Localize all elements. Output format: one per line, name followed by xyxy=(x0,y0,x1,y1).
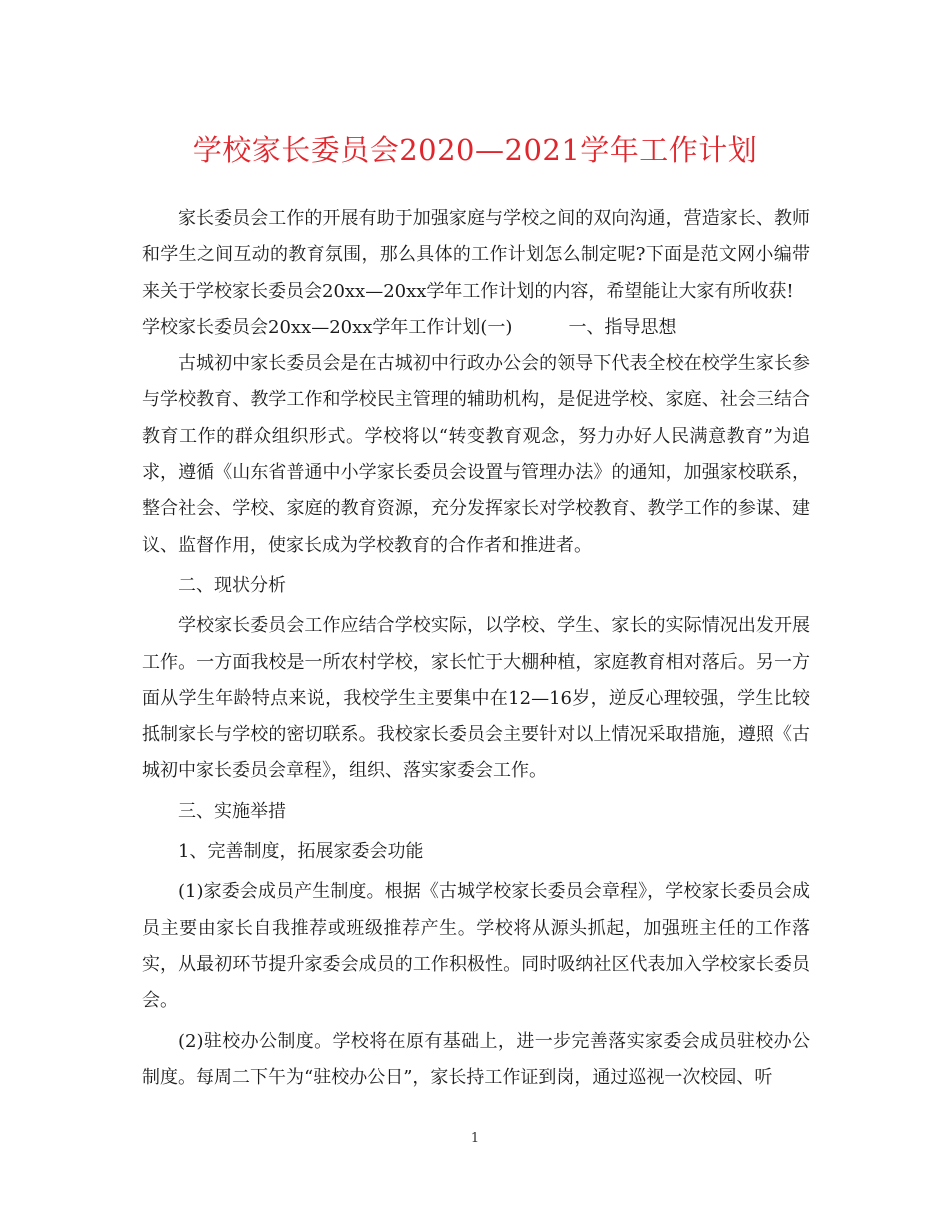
guiding-ideology-paragraph: 古城初中家长委员会是在古城初中行政办公会的领导下代表全校在校学生家长参与学校教育、教学工作和学校民主管理的辅助机构，是促进学校、家庭、社会三结合教育工作的群众组织形式。学校将以“转变教育观念，努力办好人民满意教育”为追求，遵循《山东省普通中小学家长委员会设置与管理办法》的通知，加强家校联系，整合社会、学校、家庭的教育资源，充分发挥家长对学校教育、教学工作的参谋、建议、监督作用，使家长成为学校教育的合作者和推进者。 xyxy=(142,353,810,556)
intro-paragraph: 家长委员会工作的开展有助于加强家庭与学校之间的双向沟通，营造家长、教师和学生之间互动的教育氛围，那么具体的工作计划怎么制定呢?下面是范文网小编带来关于学校家长委员会20xx—20xx学年工作计划的内容，希望能让大家有所收获! xyxy=(142,208,810,302)
plan-subheading xyxy=(142,310,810,346)
member-selection-paragraph: (1)家委会成员产生制度。根据《古城学校家长委员会章程》，学校家长委员会成员主要由家长自我推荐或班级推荐产生。学校将从源头抓起，加强班主任的工作落实，从最初环节提升家委会成员的工作积极性。同时吸纳社区代表加入学校家长委员会。 xyxy=(142,881,810,1012)
page-number: 1 xyxy=(470,1131,480,1146)
status-analysis-paragraph: 学校家长委员会工作应结合学校实际，以学校、学生、家长的实际情况出发开展工作。一方面我校是一所农村学校，家长忙于大棚种植，家庭教育相对落后。另一方面从学生年龄特点来说，我校学生主要集中在12—16岁，逆反心理较强，学生比较抵制家长与学校的密切联系。我校家长委员会主要针对以上情况采取措施，遵照《古城初中家长委员会章程》，组织、落实家委会工作。 xyxy=(142,615,810,782)
section-heading-measures: 三、实施举措 xyxy=(178,800,286,822)
document-title: 学校家长委员会2020—2021学年工作计划 xyxy=(192,133,758,167)
section-heading-status-analysis: 二、现状分析 xyxy=(178,574,286,596)
section-heading-guiding-ideology: 一、指导思想 xyxy=(568,316,677,338)
subsection-heading-system: 1、完善制度，拓展家委会功能 xyxy=(178,841,424,863)
plan-subheading-title: 学校家长委员会20xx—20xx学年工作计划(一) xyxy=(142,316,513,338)
on-site-office-paragraph: (2)驻校办公制度。学校将在原有基础上，进一步完善落实家委会成员驻校办公制度。每周二下午为“驻校办公日”，家长持工作证到岗，通过巡视一次校园、听 xyxy=(142,1030,810,1088)
document-body xyxy=(142,201,810,1096)
